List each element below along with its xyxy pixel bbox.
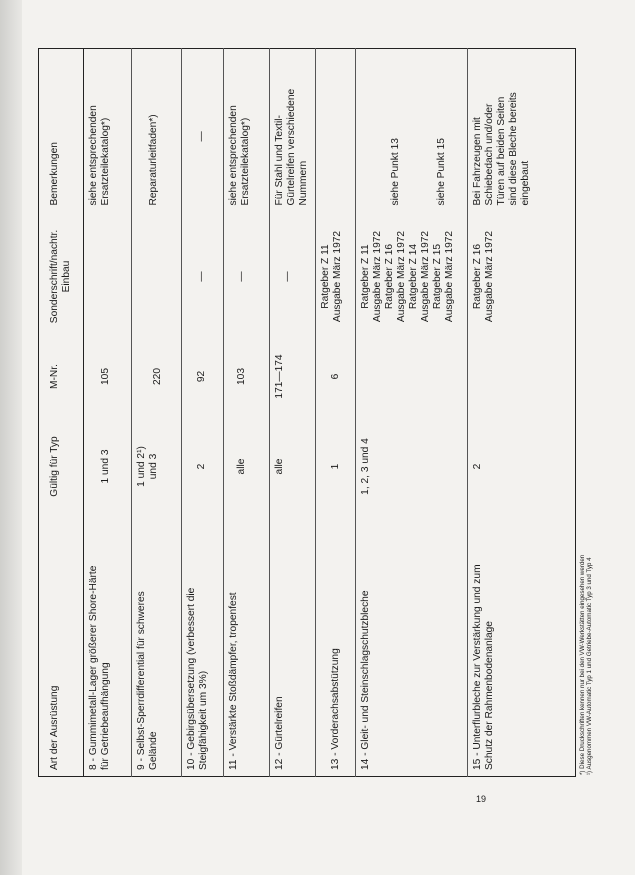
bem-part: siehe Punkt 13: [390, 138, 401, 206]
cell-bemerkungen: Reparaturleitfaden*): [132, 49, 182, 212]
bem-part: siehe Punkt 15: [436, 138, 447, 206]
cell-art: 12 - Gürtelreifen: [270, 522, 316, 777]
cell-art: 8 - Gummimetall-Lager größerer Shore-Härte für Getriebeaufhängung: [84, 522, 132, 777]
cell-einbau: —: [182, 212, 224, 342]
cell-einbau: —: [224, 212, 270, 342]
table-row: [468, 49, 576, 777]
cell-mnr: 220: [132, 342, 182, 412]
header-einbau: Sonderschrift/nachtr. Einbau: [39, 212, 84, 342]
einbau-part: Ratgeber Z 11 Ausgabe März 1972: [360, 230, 383, 323]
cell-typ: alle: [224, 412, 270, 522]
cell-typ: 1 und 3: [84, 412, 132, 522]
cell-bemerkungen: Für Stahl und Textil- Gürtelreifen verschiedene Nummern: [270, 49, 316, 212]
cell-mnr: 105: [84, 342, 132, 412]
cell-typ: 1 und 2¹) und 3: [132, 412, 182, 522]
cell-typ: 1, 2, 3 und 4: [356, 412, 468, 522]
header-typ: Gültig für Typ: [39, 412, 84, 522]
table-row: [182, 49, 224, 777]
cell-art: 11 - Verstärkte Stoßdämpfer, tropenfest: [224, 522, 270, 777]
cell-einbau: [132, 212, 182, 342]
scan-edge: [0, 0, 22, 875]
cell-bemerkungen: siehe entsprechenden Ersatzteilekatalog*): [224, 49, 270, 212]
einbau-part: Ratgeber Z 14 Ausgabe März 1972: [408, 230, 431, 323]
cell-typ: 2: [472, 463, 483, 470]
cell-mnr: 103: [224, 342, 270, 412]
cell-art: 10 - Gebirgsübersetzung (verbessert die Steigfähigkeit um 3%): [182, 522, 224, 777]
cell-bemerkungen: [316, 49, 356, 212]
cell-einbau: Ratgeber Z 11 Ausgabe März 1972: [316, 212, 356, 342]
cell-mnr: [356, 342, 468, 412]
table-header-row: [39, 49, 84, 777]
table-row: [224, 49, 270, 777]
cell-art: 15 - Unterflurbleche zur Verstärkung und zum Schutz der Rahmenbodenanlage: [472, 564, 495, 770]
cell-typ: 1: [316, 412, 356, 522]
cell-art: 9 - Selbst-Sperrdifferential für schweres Gelände: [132, 522, 182, 777]
cell-einbau: —: [270, 212, 316, 342]
cell-mnr: 92: [182, 342, 224, 412]
cell-mnr: 171—174: [270, 342, 316, 412]
footnote: ¹) Ausgenommen VW-Automatic Typ 1 und Getriebe-Automatic Typ 3 und Typ 4: [586, 557, 593, 775]
header-mnr: M-Nr.: [39, 342, 84, 412]
cell-mnr: [468, 342, 576, 412]
cell-bemerkungen: Bei Fahrzeugen mit Schiebedach und/oder Türen auf beiden Seiten sind diese Bleche bereits eingebaut: [472, 92, 531, 206]
header-bemerkungen: Bemerkungen: [39, 49, 84, 212]
equipment-table: [38, 48, 576, 777]
einbau-part: Ratgeber Z 15 Ausgabe März 1972: [432, 230, 455, 323]
rotated-page: [38, 27, 608, 777]
cell-bemerkungen: —: [182, 49, 224, 212]
cell-typ: 2: [182, 412, 224, 522]
cell-mnr: 6: [316, 342, 356, 412]
table-row: [316, 49, 356, 777]
footnote: *) Diese Druckschriften kennen nur bei den VW-Werkstätten eingesehen werden: [579, 554, 586, 775]
table-row: [356, 49, 468, 777]
cell-art: 13 - Vorderachsabstützung: [316, 522, 356, 777]
cell-art: 14 - Gleit- und Steinschlagschutzbleche: [356, 522, 468, 777]
table-row: [132, 49, 182, 777]
cell-einbau: [84, 212, 132, 342]
cell-einbau: [356, 212, 468, 342]
table-row: [270, 49, 316, 777]
cell-einbau: Ratgeber Z 16 Ausgabe März 1972: [472, 230, 495, 323]
cell-bemerkungen: [356, 49, 468, 212]
header-art: Art der Ausrüstung: [39, 522, 84, 777]
cell-typ: alle: [270, 412, 316, 522]
cell-bemerkungen: siehe entsprechenden Ersatzteilekatalog*): [84, 49, 132, 212]
einbau-part: Ratgeber Z 16 Ausgabe März 1972: [384, 230, 407, 323]
table-row: [84, 49, 132, 777]
page-number: 19: [476, 794, 487, 804]
